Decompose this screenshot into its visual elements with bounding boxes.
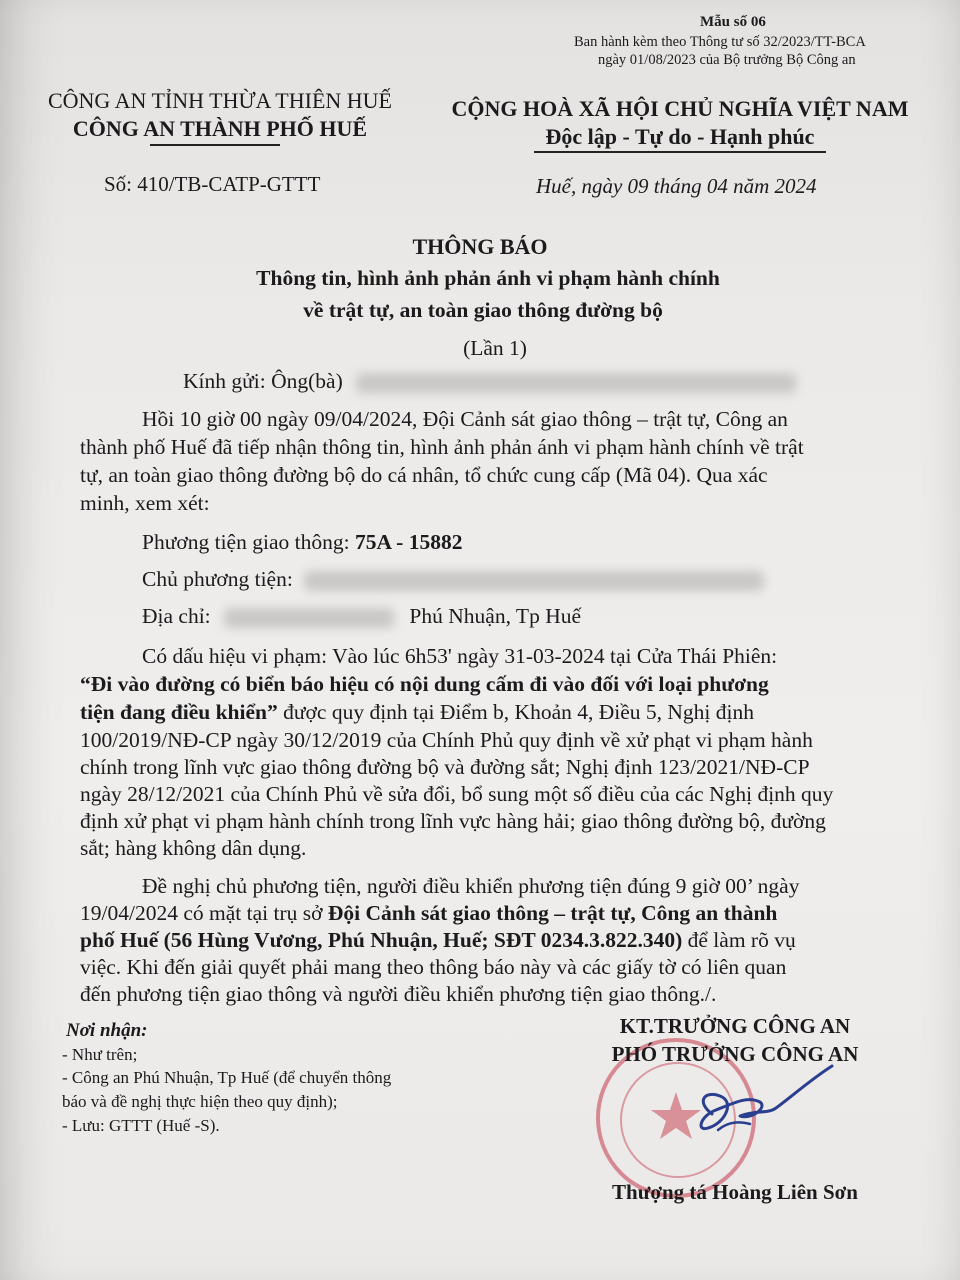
recipient-line [183, 366, 796, 396]
violation-line-1: Có dấu hiệu vi phạm: Vào lúc 6h53' ngày 31-03-2024 tại Cửa Thái Phiên: [142, 644, 778, 668]
redacted-recipient-name [356, 373, 796, 393]
recipients-item-1: - Như trên; [62, 1045, 138, 1064]
request-purpose: để làm rõ vụ [682, 928, 796, 952]
redacted-address [224, 608, 394, 628]
notice-subtitle-1: Thông tin, hình ảnh phản ánh vi phạm hành chính [256, 266, 720, 290]
request-date: 19/04/2024 có mặt tại trụ sở [80, 901, 328, 925]
agency-parent: CÔNG AN TỈNH THỪA THIÊN HUẾ [47, 88, 392, 113]
request-line-3 [80, 925, 796, 955]
signer-title-2: PHÓ TRƯỞNG CÔNG AN [611, 1042, 859, 1066]
notice-subtitle-2: về trật tự, an toàn giao thông đường bộ [303, 298, 663, 322]
violation-line-3 [80, 697, 754, 727]
violation-line-7: định xử phạt vi phạm hành chính trong lĩnh vực hàng hải; giao thông đường bộ, đường [80, 809, 826, 833]
redacted-owner-name [304, 571, 764, 591]
national-motto: Độc lập - Tự do - Hạnh phúc [545, 124, 815, 149]
violation-line-4: 100/2019/NĐ-CP ngày 30/12/2019 của Chính Phủ quy định về xử phạt vi phạm hành [80, 728, 813, 752]
agency-underline [150, 144, 280, 146]
signer-title-1: KT.TRƯỞNG CÔNG AN [619, 1014, 851, 1038]
form-issued-line1: Ban hành kèm theo Thông tư số 32/2023/TT-BCA [574, 34, 866, 50]
intro-line-3: tự, an toàn giao thông đường bộ do cá nhân, tổ chức cung cấp (Mã 04). Qua xác [80, 463, 768, 487]
signer-name: Thượng tá Hoàng Liên Sơn [612, 1180, 858, 1204]
intro-line-4: minh, xem xét: [80, 491, 210, 515]
handwritten-signature-icon [600, 1050, 860, 1160]
notice-round: (Lần 1) [463, 336, 527, 360]
notice-title: THÔNG BÁO [412, 234, 548, 259]
recipients-item-3: báo và đề nghị thực hiện theo quy định); [62, 1092, 338, 1111]
violation-line-6: ngày 28/12/2021 của Chính Phủ về sửa đổi, bổ sung một số điều của các Nghị định quy [80, 782, 834, 806]
request-line-2 [80, 898, 777, 928]
agency-name: CÔNG AN THÀNH PHỐ HUẾ [72, 116, 368, 141]
form-number: Mẫu số 06 [700, 14, 766, 30]
recipient-label: Kính gửi: Ông(bà) [183, 369, 343, 393]
address-tail: Phú Nhuận, Tp Huế [409, 604, 582, 628]
form-issued-line2: ngày 01/08/2023 của Bộ trưởng Bộ Công an [598, 52, 856, 68]
owner-label: Chủ phương tiện: [142, 567, 293, 591]
request-line-1: Đề nghị chủ phương tiện, người điều khiển phương tiện đúng 9 giờ 00’ ngày [142, 874, 800, 898]
intro-line-2: thành phố Huế đã tiếp nhận thông tin, hình ảnh phản ánh vi phạm hành chính về trật [80, 435, 804, 459]
national-title: CỘNG HOÀ XÃ HỘI CHỦ NGHĨA VIỆT NAM [451, 96, 909, 121]
recipients-item-4: - Lưu: GTTT (Huế -S). [62, 1116, 220, 1135]
request-office: Đội Cảnh sát giao thông – trật tự, Công an thành [327, 901, 778, 925]
vehicle-line [142, 527, 462, 557]
violation-name-2: tiện đang điều khiển” [80, 700, 278, 724]
owner-line [142, 564, 764, 594]
recipients-label: Nơi nhận: [66, 1020, 148, 1041]
place-date: Huế, ngày 09 tháng 04 năm 2024 [536, 174, 817, 198]
address-label: Địa chỉ: [142, 604, 211, 628]
motto-underline [534, 151, 826, 153]
request-line-5: đến phương tiện giao thông và người điều khiển phương tiện giao thông./. [80, 982, 717, 1006]
violation-line-5: chính trong lĩnh vực giao thông đường bộ và đường sắt; Nghị định 123/2021/NĐ-CP [80, 755, 810, 779]
recipients-item-2: - Công an Phú Nhuận, Tp Huế (để chuyển thông [62, 1068, 392, 1087]
violation-legal-basis: được quy định tại Điểm b, Khoản 4, Điều 5, Nghị định [277, 700, 755, 724]
intro-line-1: Hồi 10 giờ 00 ngày 09/04/2024, Đội Cảnh sát giao thông – trật tự, Công an [142, 407, 788, 431]
request-office-address: phố Huế (56 Hùng Vương, Phú Nhuận, Huế; SĐT 0234.3.822.340) [80, 928, 683, 952]
violation-line-8: sắt; hàng không dân dụng. [80, 836, 307, 860]
request-line-4: việc. Khi đến giải quyết phải mang theo thông báo này và các giấy tờ có liên quan [80, 955, 787, 979]
vehicle-label: Phương tiện giao thông: [142, 530, 355, 554]
violation-name-1: “Đi vào đường có biển báo hiệu có nội dung cấm đi vào đối với loại phương [80, 672, 769, 696]
address-line [142, 601, 581, 631]
license-plate: 75A - 15882 [354, 530, 463, 554]
document-number: Số: 410/TB-CATP-GTTT [104, 172, 321, 196]
